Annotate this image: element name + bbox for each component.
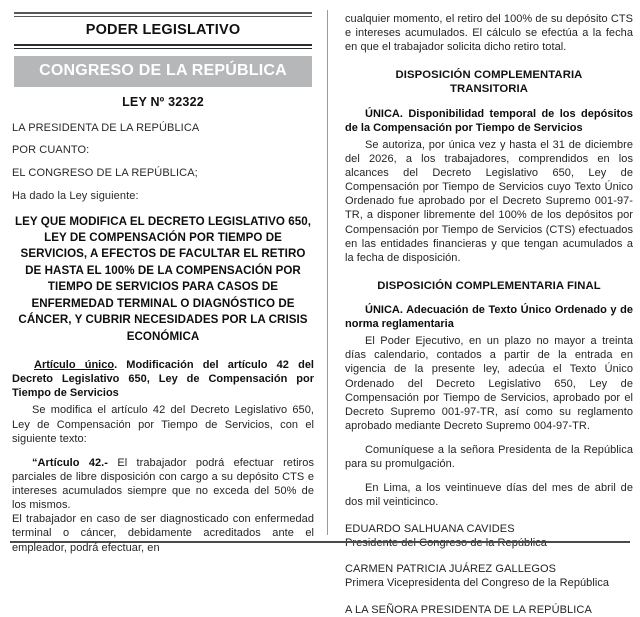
signatory-name: EDUARDO SALHUANA CAVIDES [345,522,515,535]
quoted-article-text-1: El trabajador podrá efectuar retiros parciales de libre disposición con cargo a su depósito CTS e intereses acumulados siempre que no exceda del 50% de los mismos. [12,456,314,512]
preamble-line: LA PRESIDENTA DE LA REPÚBLICA [12,121,200,134]
preamble-line: POR CUANTO: [12,144,90,157]
addressee-line: A LA SEÑORA PRESIDENTA DE LA REPÚBLICA [345,603,592,616]
signatory-role: Presidente del Congreso de la República [345,536,547,549]
transitory-body-paragraph: Se autoriza, por única vez y hasta el 31 de diciembre del 2026, a los trabajadores, comprendidos en los alcances del Decreto Legislativo 650, Ley de Compensación por Tiempo de Servicios cuyo Texto Único Ordenado fue aprobado por el Decreto Supremo 001-97-TR, a disponer libremente del 100% de los depósitos por Compensación por Tiempo de Servicios (CTS) efectuados en las entidades financieras y que tengan acumulados a la fecha de disposición. [345,138,633,264]
preamble-line: EL CONGRESO DE LA REPÚBLICA; [12,167,198,180]
preamble-line: Ha dado la Ley siguiente: [12,189,139,202]
law-title: LEY QUE MODIFICA EL DECRETO LEGISLATIVO 650, LEY DE COMPENSACIÓN POR TIEMPO DE SERVICIOS, A EFECTOS DE FACULTAR EL RETIRO DE HASTA EL 100% DE LA COMPENSACIÓN POR TIEMPO DE SERVICIOS PARA CASOS DE ENFERMEDAD TERMINAL O DIAGNÓSTICO DE CÁNCER, Y CUBRIR NECESIDADES POR LA CRISIS ECONÓMICA [15,214,311,343]
left-column [12,0,314,554]
signatory-role: Primera Vicepresidenta del Congreso de la República [345,577,610,590]
article-intro-paragraph: Se modifica el artículo 42 del Decreto Legislativo 650, Ley de Compensación por Tiempo de Servicios, con el siguiente texto: [12,404,314,445]
quoted-article-paragraph-2: El trabajador en caso de ser diagnosticado con enfermedad terminal o cáncer, debidamente acreditados ante el empleador, podrá efectuar, en [12,513,314,554]
signatory-name: CARMEN PATRICIA JUÁREZ GALLEGOS [345,563,557,576]
congress-banner-title: CONGRESO DE LA REPÚBLICA [39,61,287,79]
article-unique-label: Artículo único [34,359,115,372]
right-column [345,0,633,616]
article-unique-heading [12,358,314,400]
transitory-provision-heading [345,68,633,96]
column-divider [327,10,328,535]
communicate-paragraph: Comuníquese a la señora Presidenta de la República para su promulgación. [345,444,633,471]
signature-block-2 [345,562,633,591]
quoted-article-paragraph-1 [12,456,314,513]
masthead-rule-bottom [14,44,312,49]
final-subheading: ÚNICA. Adecuación de Texto Único Ordenado y de norma reglamentaria [345,303,633,331]
place-date-paragraph: En Lima, a los veintinueve días del mes de abril de dos mil veinticinco. [345,482,633,509]
signature-block-1 [345,522,633,551]
continuation-paragraph: cualquier momento, el retiro del 100% de su depósito CTS e intereses acumulados. El cálculo se efectúa a la fecha en que el trabajador solicita dicho retiro total. [345,13,633,54]
transitory-subheading: ÚNICA. Disponibilidad temporal de los depósitos de la Compensación por Tiempo de Servicios [345,107,633,134]
law-number: LEY Nº 32322 [122,94,204,109]
masthead [12,12,314,109]
final-body-paragraph: El Poder Ejecutivo, en un plazo no mayor a treinta días calendario, contados a partir de la entrada en vigencia de la presente ley, adecúa el Texto Único Ordenado del Decreto Legislativo 650, Ley de Compensación por Tiempo de Servicios, aprobado por el Decreto Supremo 001-97-TR, así como su reglamento aprobado mediante Decreto Supremo 004-97-TR. [345,335,633,432]
masthead-title: PODER LEGISLATIVO [85,22,241,38]
article-unique-heading-rest: . Modificación del artículo 42 del Decreto Legislativo 650, Ley de Compensación por Tiempo de Servicios [12,359,314,400]
preamble-block [12,122,314,204]
transitory-heading-line-1: DISPOSICIÓN COMPLEMENTARIA [395,69,583,82]
page-bottom-rule [10,541,630,543]
congress-banner [14,56,312,87]
transitory-heading-line-2: TRANSITORIA [449,83,529,96]
quoted-article-label: “Artículo 42.- [32,456,108,469]
final-provision-heading: DISPOSICIÓN COMPLEMENTARIA FINAL [377,279,601,292]
